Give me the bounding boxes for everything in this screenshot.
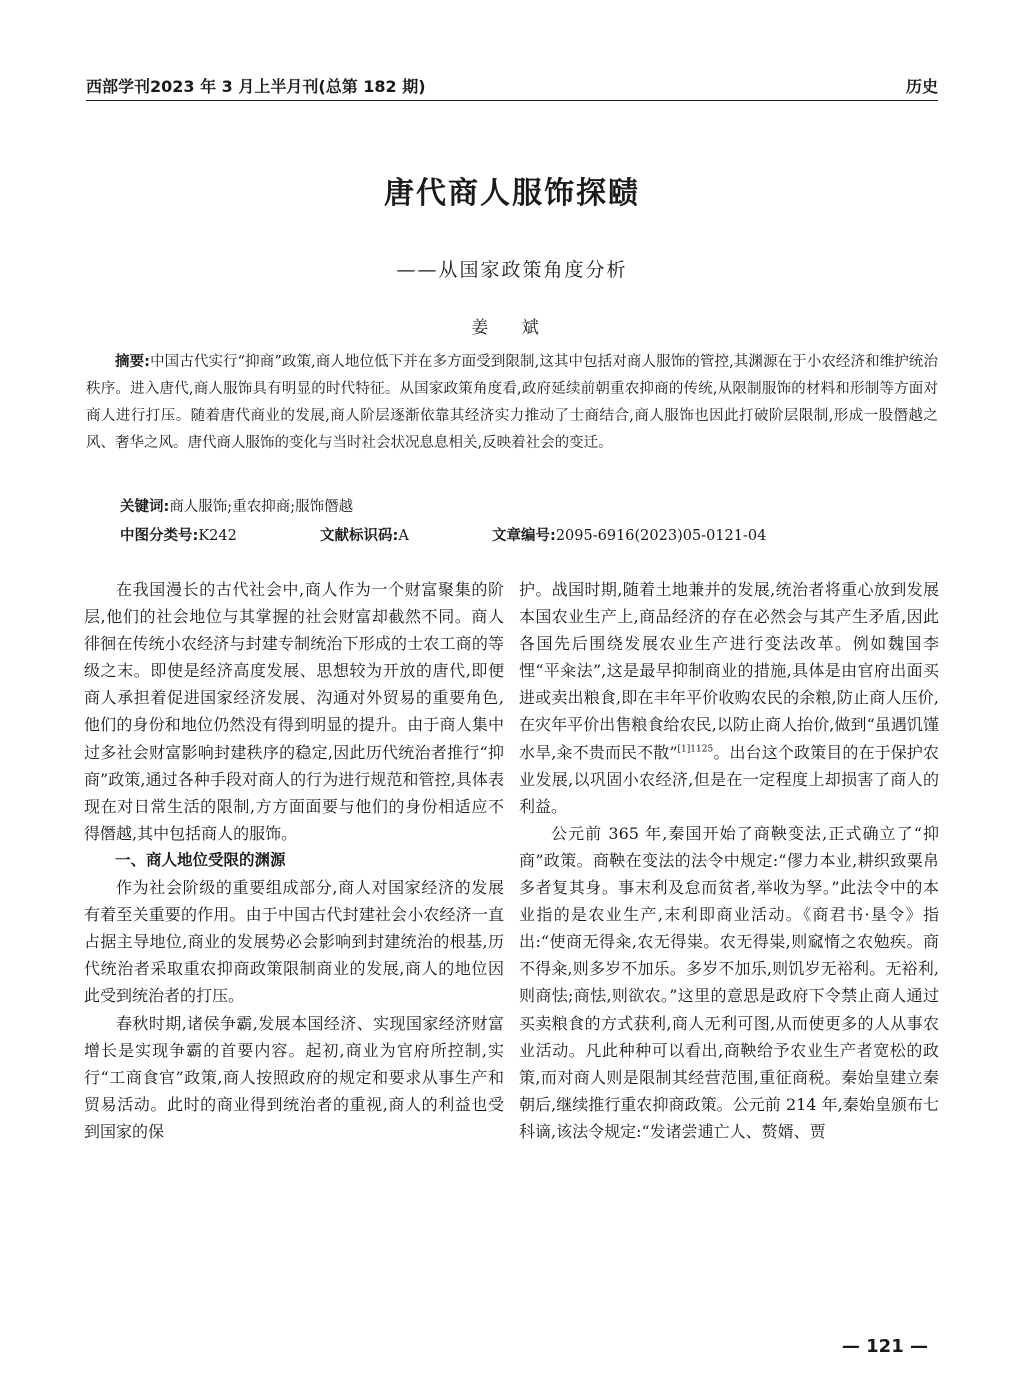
clc-value: K242 <box>198 528 237 544</box>
page-number: — 121 — <box>841 1336 928 1357</box>
section-label: 历史 <box>905 77 938 96</box>
paragraph: 作为社会阶级的重要组成部分,商人对国家经济的发展有着至关重要的作用。由于中国古代封建社会小农经济一直占据主导地位,商业的发展势必会影响到封建统治的根基,历代统治者采取重农抑商政策限制商业的发展,商人的地位因此受到统治者的打压。 <box>84 878 504 1006</box>
paragraph-text: 。出台这个政策目的在于保护农业发展,以巩固小农经济,但是在一定程度上却损害了商人的利益。 <box>519 742 939 816</box>
body-column-right <box>519 576 939 1145</box>
classification-line <box>120 524 940 545</box>
paragraph-continued <box>519 576 939 820</box>
keywords <box>120 495 353 516</box>
article-author: 姜 斌 <box>471 318 553 338</box>
paragraph: 春秋时期,诸侯争霸,发展本国经济、实现国家经济财富增长是实现争霸的首要内容。起初,商业为官府所控制,实行“工商食官”政策,商人按照政府的规定和要求从事生产和贸易活动。此时的商业得到统治者的重视,商人的利益也受到国家的保 <box>84 1013 504 1141</box>
article-subtitle: ——从国家政策角度分析 <box>396 259 628 281</box>
abstract-label: 摘要: <box>115 354 150 370</box>
running-header <box>86 70 938 98</box>
paragraph: 公元前 365 年,秦国开始了商鞅变法,正式确立了“抑商”政策。商鞅在变法的法令中规定:“僇力本业,耕织致粟帛多者复其身。事末利及怠而贫者,举收为孥。”此法令中的本业指的是农业生产,末利即商业活动。《商君书·垦令》指出:“使商无得籴,农无得粜。农无得粜,则窳惰之农勉疾。商不得籴,则多岁不加乐。多岁不加乐,则饥岁无裕利。无裕利,则商怯;商怯,则欲农。”这里的意思是政府下令禁止商人通过买卖粮食的方式获利,商人无利可图,从而使更多的人从事农业活动。凡此种种可以看出,商鞅给予农业生产者宽松的政策,而对商人则是限制其经营范围,重征商税。秦始皇建立秦朝后,继续推行重农抑商政策。公元前 214 年,秦始皇颁布七科谪,该法令规定:“发诸尝逋亡人、赘婿、贾 <box>519 823 939 1141</box>
keywords-label: 关键词: <box>120 499 170 515</box>
citation-ref: [1]1125 <box>677 744 714 755</box>
doc-value: A <box>398 528 409 544</box>
keywords-text: 商人服饰;重农抑商;服饰僭越 <box>169 499 354 515</box>
clc-number <box>120 524 320 545</box>
article-number <box>492 524 766 545</box>
section-heading: 一、商人地位受限的渊源 <box>115 850 286 869</box>
id-value: 2095-6916(2023)05-0121-04 <box>555 528 767 544</box>
paragraph-text: 护。战国时期,随着土地兼并的发展,统治者将重心放到发展本国农业生产上,商品经济的存在必然会与其产生矛盾,因此各国先后围绕发展农业生产进行变法改革。例如魏国李悝“平籴法”,这是最早抑制商业的措施,具体是由官府出面买进或卖出粮食,即在丰年平价收购农民的余粮,防止商人压价,在灾年平价出售粮食给农民,以防止商人抬价,做到“虽遇饥馑水旱,籴不贵而民不散” <box>519 580 939 762</box>
abstract-text: 中国古代实行“抑商”政策,商人地位低下并在多方面受到限制,这其中包括对商人服饰的管控,其渊源在于小农经济和维护统治秩序。进入唐代,商人服饰具有明显的时代特征。从国家政策角度看,政府延续前朝重农抑商的传统,从限制服饰的材料和形制等方面对商人进行打压。随着唐代商业的发展,商人阶层逐渐依靠其经济实力推动了士商结合,商人服饰也因此打破阶层限制,形成一股僭越之风、奢华之风。唐代商人服饰的变化与当时社会状况息息相关,反映着社会的变迁。 <box>86 354 938 451</box>
header-rule <box>86 100 938 101</box>
document-code <box>320 524 492 545</box>
abstract <box>86 349 938 457</box>
clc-label: 中图分类号: <box>120 528 199 544</box>
article-title: 唐代商人服饰探赜 <box>384 176 640 211</box>
doc-label: 文献标识码: <box>320 528 399 544</box>
body-column-left <box>84 576 504 1145</box>
paragraph: 在我国漫长的古代社会中,商人作为一个财富聚集的阶层,他们的社会地位与其掌握的社会财富却截然不同。商人徘徊在传统小农经济与封建专制统治下形成的士农工商的等级之末。即使是经济高度发展、思想较为开放的唐代,即便商人承担着促进国家经济发展、沟通对外贸易的重要角色,他们的身份和地位仍然没有得到明显的提升。由于商人集中过多社会财富影响封建秩序的稳定,因此历代统治者推行“抑商”政策,通过各种手段对商人的行为进行规范和管控,具体表现在对日常生活的限制,方方面面要与他们的身份相适应不得僭越,其中包括商人的服饰。 <box>84 580 504 843</box>
id-label: 文章编号: <box>492 528 556 544</box>
journal-issue: 西部学刊2023 年 3 月上半月刊(总第 182 期) <box>86 77 426 96</box>
